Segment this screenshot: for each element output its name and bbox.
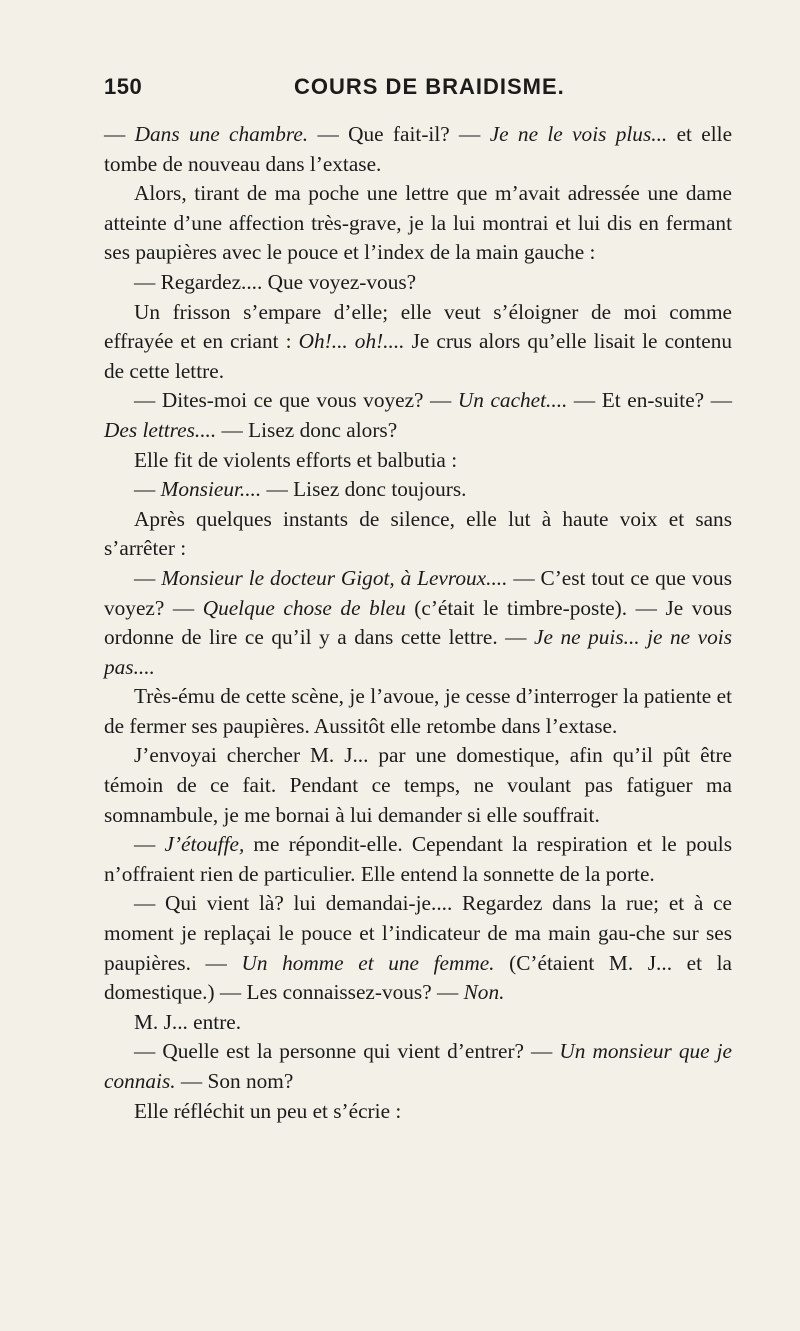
running-head bbox=[104, 74, 732, 112]
text-segment: — bbox=[134, 477, 161, 502]
text-segment: Un frisson s’empare d’elle; elle veut s’éloigner de moi comme effrayée et en criant : bbox=[104, 299, 732, 354]
text-segment: — C’est tout ce que vous voyez? — bbox=[104, 565, 732, 620]
paragraph bbox=[104, 268, 732, 298]
italic-text: Oh!... oh!.... bbox=[298, 329, 405, 354]
text-segment: — Regardez.... Que voyez-vous? bbox=[134, 269, 417, 294]
text-segment: (C’étaient M. J... et la domestique.) — Les connaissez-vous? — bbox=[104, 950, 732, 1005]
paragraph bbox=[104, 741, 732, 830]
paragraph bbox=[104, 505, 732, 564]
italic-text: J’étouffe, bbox=[164, 832, 245, 857]
italic-text: Un cachet.... bbox=[457, 388, 568, 413]
text-segment: Très-ému de cette scène, je l’avoue, je cesse d’interroger la patiente et de fermer ses paupières. Aussitôt elle retombe dans l’extase. bbox=[104, 684, 732, 738]
paragraph bbox=[104, 1037, 732, 1096]
text-segment: Alors, tirant de ma poche une lettre que m’avait adressée une dame atteinte d’une affection très-grave, je la lui montrai et lui dis en fermant ses paupières avec le pouce et l’index de la main gauche : bbox=[104, 181, 732, 265]
text-segment: J’envoyai chercher M. J... par une domestique, afin qu’il pût être témoin de ce fait. Pendant ce temps, ne voulant pas fatiguer ma somnambule, je me bornai à lui demander si elle souffrait. bbox=[104, 743, 732, 827]
text-segment: Elle fit de violents efforts et balbutia : bbox=[134, 447, 458, 472]
text-segment: — Qui vient là? lui demandai-je.... Regardez dans la rue; et à ce moment je replaçai le pouce et l’indicateur de ma main gau-che sur ses paupières. — bbox=[104, 891, 732, 975]
text-segment: me répondit-elle. Cependant la respiration et le pouls n’offraient rien de particulier. Elle entend la sonnette de la porte. bbox=[104, 832, 732, 886]
running-title: COURS DE BRAIDISME. bbox=[294, 74, 565, 99]
text-segment: Je crus alors qu’elle lisait le contenu de cette lettre. bbox=[104, 329, 732, 383]
paragraph bbox=[104, 830, 732, 889]
paragraph bbox=[104, 1097, 732, 1127]
paragraph bbox=[104, 386, 732, 445]
paragraph bbox=[104, 889, 732, 1007]
page-number: 150 bbox=[104, 74, 143, 99]
text-segment: — bbox=[134, 565, 162, 590]
text-segment: (c’était le timbre-poste). — Je vous ordonne de lire ce qu’il y a dans cette lettre. — bbox=[104, 595, 733, 650]
text-segment: — bbox=[104, 122, 135, 146]
text-segment: — Quelle est la personne qui vient d’entrer? — bbox=[134, 1039, 560, 1064]
paragraph bbox=[104, 475, 732, 505]
paragraph bbox=[104, 446, 732, 476]
text-segment: Après quelques instants de silence, elle lut à haute voix et sans s’arrêter : bbox=[104, 506, 732, 561]
paragraph bbox=[104, 179, 732, 268]
text-segment: — Lisez donc alors? bbox=[216, 417, 398, 442]
text-segment: — Son nom? bbox=[175, 1069, 294, 1093]
text-segment: — Et en-suite? — bbox=[567, 388, 732, 413]
italic-text: Un homme et une femme. bbox=[241, 950, 495, 975]
paragraph bbox=[104, 120, 732, 179]
paragraph bbox=[104, 682, 732, 741]
italic-text: Je ne puis... je ne vois pas.... bbox=[104, 625, 732, 679]
text-segment: et elle tombe de nouveau dans l’extase. bbox=[104, 122, 733, 176]
body-text bbox=[104, 120, 732, 1126]
text-segment: Elle réfléchit un peu et s’écrie : bbox=[134, 1098, 402, 1123]
paragraph bbox=[104, 298, 732, 387]
italic-text: Monsieur le docteur Gigot, à Levroux.... bbox=[161, 565, 508, 590]
italic-text: Je ne le vois plus... bbox=[489, 122, 668, 146]
text-segment: — Que fait-il? — bbox=[308, 122, 490, 146]
italic-text: Quelque chose de bleu bbox=[202, 595, 406, 620]
text-segment: — bbox=[134, 832, 165, 857]
italic-text: Monsieur.... bbox=[160, 477, 262, 502]
italic-text: Un monsieur que je connais. bbox=[104, 1039, 732, 1093]
italic-text: Dans une chambre. bbox=[134, 122, 309, 146]
paragraph bbox=[104, 564, 732, 682]
italic-text: Des lettres.... bbox=[104, 417, 217, 442]
text-segment: M. J... entre. bbox=[134, 1009, 242, 1034]
italic-text: Non. bbox=[463, 980, 505, 1005]
text-segment: — Lisez donc toujours. bbox=[261, 477, 467, 502]
paragraph bbox=[104, 1008, 732, 1038]
text-segment: — Dites-moi ce que vous voyez? — bbox=[134, 388, 458, 413]
